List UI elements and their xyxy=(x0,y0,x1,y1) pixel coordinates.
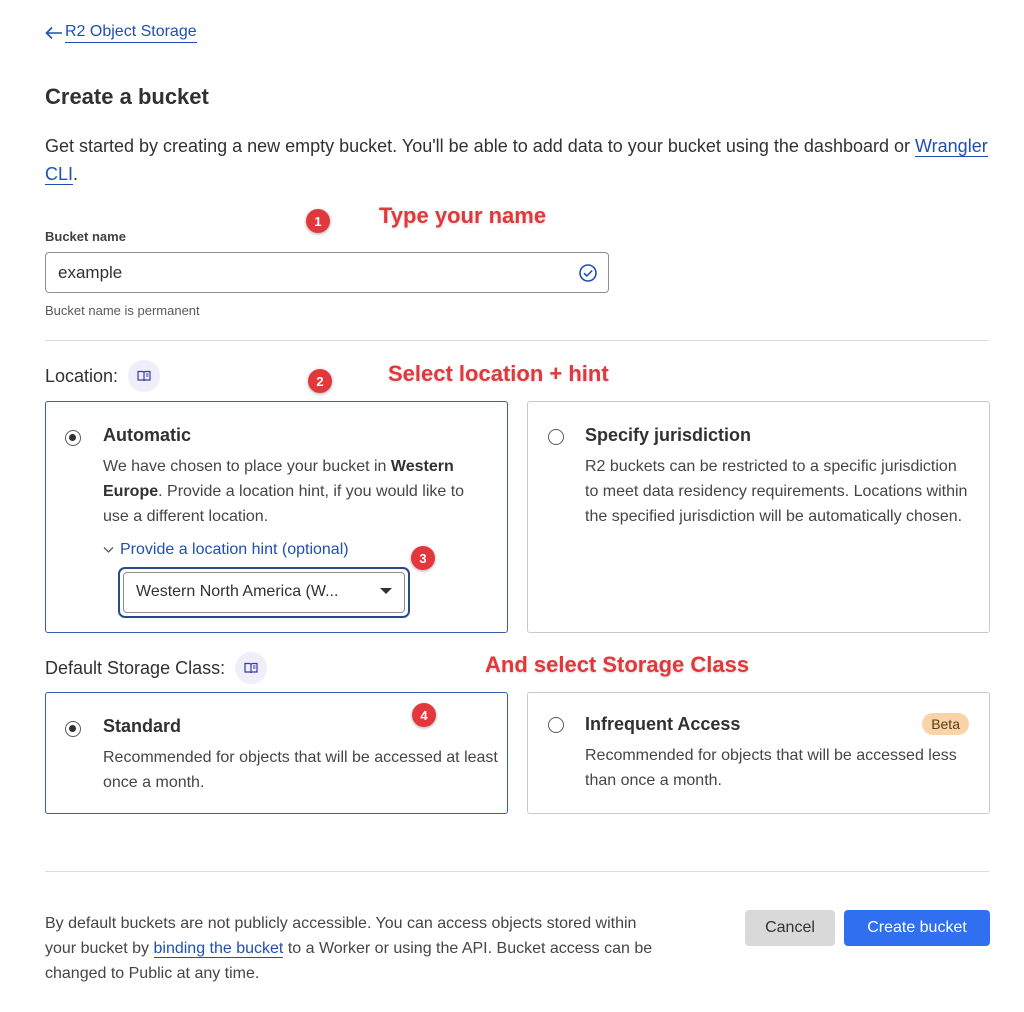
storage-class-docs-button[interactable] xyxy=(235,652,267,684)
location-hint-select[interactable] xyxy=(123,572,405,613)
footer-text-part1: By default buckets are not publicly accessible. You can access objects stored within your bucket by xyxy=(45,915,637,957)
automatic-desc-bold2: Europe xyxy=(103,483,159,500)
bucket-name-label: Bucket name xyxy=(45,229,126,244)
back-link[interactable] xyxy=(45,22,197,43)
chevron-down-icon xyxy=(103,546,114,554)
storage-class-label: Default Storage Class: xyxy=(45,657,226,678)
automatic-description xyxy=(103,454,493,529)
step-marker-4: 4 xyxy=(412,703,436,727)
page-title: Create a bucket xyxy=(45,84,209,109)
jurisdiction-radio[interactable] xyxy=(548,429,564,445)
footer-text-part2: to a Worker or using the API. Bucket access can be changed to Public at any time. xyxy=(45,940,653,982)
infrequent-description: Recommended for objects that will be accessed less than once a month. xyxy=(585,747,957,789)
automatic-title: Automatic xyxy=(103,425,192,445)
divider xyxy=(45,871,989,872)
automatic-desc-part2: . Provide a location hint, if you would like to use a different location. xyxy=(103,483,465,525)
storage-infrequent-card[interactable] xyxy=(527,692,990,814)
automatic-desc-part1: We have chosen to place your bucket in xyxy=(103,458,391,475)
dropdown-caret-icon xyxy=(380,588,392,594)
arrow-left-icon xyxy=(45,26,63,40)
intro-text-end: . xyxy=(73,164,79,184)
bucket-name-field[interactable] xyxy=(45,252,609,293)
intro-text xyxy=(45,132,995,188)
footer-text xyxy=(45,911,655,986)
binding-bucket-link[interactable]: binding the bucket xyxy=(153,940,284,957)
jurisdiction-description: R2 buckets can be restricted to a specific jurisdiction to meet data residency requirements. Locations within the specified jurisdiction will be automatically chosen. xyxy=(585,458,968,525)
automatic-radio[interactable] xyxy=(65,430,81,446)
step-marker-1: 1 xyxy=(306,209,330,233)
location-heading xyxy=(45,360,160,392)
bucket-name-helper: Bucket name is permanent xyxy=(45,303,200,318)
location-jurisdiction-card[interactable] xyxy=(527,401,990,633)
storage-standard-card[interactable] xyxy=(45,692,508,814)
location-hint-value: Western North America (W... xyxy=(136,583,339,600)
intro-text-body: Get started by creating a new empty bucket. You'll be able to add data to your bucket using the dashboard or xyxy=(45,136,915,156)
bucket-name-input[interactable] xyxy=(56,262,560,284)
infrequent-title: Infrequent Access xyxy=(585,714,741,734)
annotation-type-name: Type your name xyxy=(379,203,547,228)
docs-book-icon xyxy=(137,370,151,382)
standard-description: Recommended for objects that will be accessed at least once a month. xyxy=(103,749,498,791)
beta-badge: Beta xyxy=(922,713,969,735)
docs-book-icon xyxy=(244,662,258,674)
cancel-button[interactable]: Cancel xyxy=(745,910,835,946)
location-docs-button[interactable] xyxy=(128,360,160,392)
jurisdiction-title: Specify jurisdiction xyxy=(585,425,752,445)
annotation-select-location: Select location + hint xyxy=(388,361,609,386)
check-circle-icon xyxy=(578,263,598,283)
location-hint-toggle[interactable] xyxy=(103,541,349,559)
step-marker-2: 2 xyxy=(308,369,332,393)
automatic-desc-bold1: Western xyxy=(390,458,454,475)
location-hint-select-focus[interactable] xyxy=(118,567,410,618)
annotation-select-storage: And select Storage Class xyxy=(485,652,750,677)
wrangler-cli-link[interactable]: Wrangler CLI xyxy=(45,136,988,184)
divider xyxy=(45,340,989,341)
location-hint-toggle-label: Provide a location hint (optional) xyxy=(120,541,349,558)
standard-radio[interactable] xyxy=(65,721,81,737)
storage-class-heading xyxy=(45,652,267,684)
create-bucket-button[interactable]: Create bucket xyxy=(844,910,990,946)
location-label: Location: xyxy=(45,365,119,386)
back-link-label: R2 Object Storage xyxy=(65,22,197,43)
step-marker-3: 3 xyxy=(411,546,435,570)
infrequent-radio[interactable] xyxy=(548,717,564,733)
standard-title: Standard xyxy=(103,716,182,736)
